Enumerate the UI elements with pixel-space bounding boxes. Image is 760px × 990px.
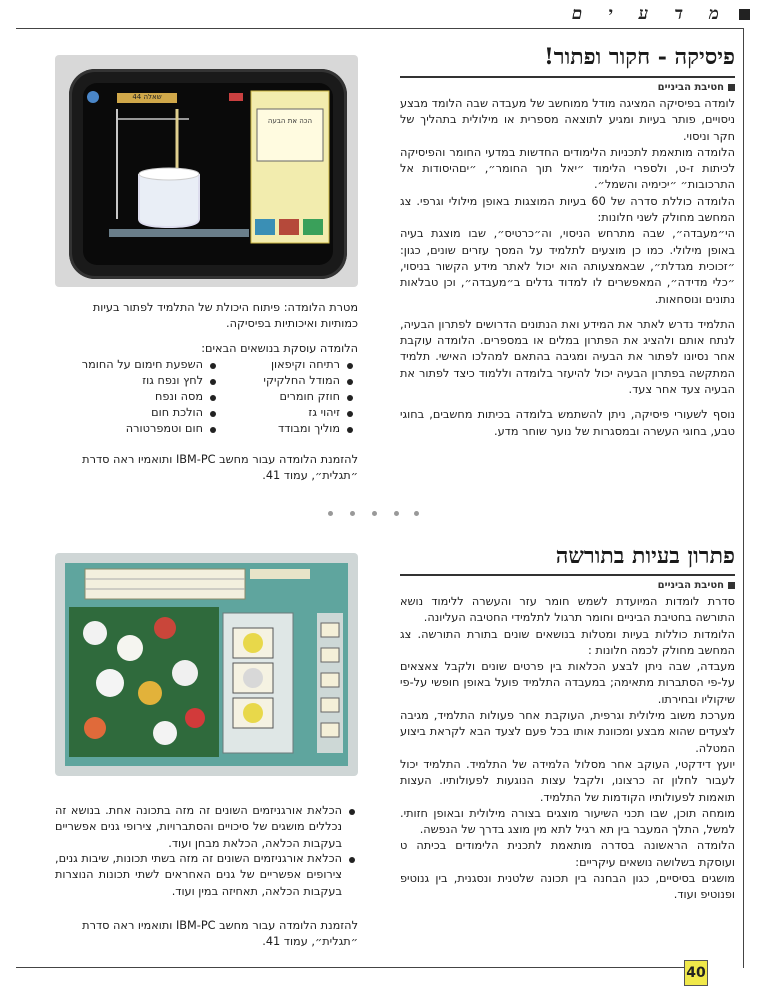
paragraph: מעבדה, שבה ניתן לבצע הכלאות בין פרטים שונים ולקבל צאצאים על-פי הסתברות מתאימה; במעבדה התלמיד פועל באופן חופשי על-פי שיקוליו ובחירתו. [400,660,735,706]
paragraph: הלומדה מותאמת לתכניות הלימודים החדשות במדעי החומר והפיסיקה לכיתות ז-ט, ולספרי הלימוד ״יאל תוך החומר״, ״יםהיסודות אל התרכובות״ ״יכימיה והשמל״. [400,145,735,192]
list-item: חוזק חומרים [279,390,340,403]
paragraph: התלמיד נדרש לאתר את המידע ואת הנתונים הדרושים לפתרון הבעיה, לנתח אותם ולהציג את הפתרון במלים או במספרים. הלומדה עוקבת אחר נסיונו לפתור את הבעיה ומגיבה בהתאם למהלכו האישי. תלמיד המתקשה בפתרון הבעיה יכול להיעזר בלומדה וללמוד כיצד לפתור את הבעיה צעד אחר צעד. [400,317,735,397]
list-item: רתיחה וקיפאון [270,358,340,371]
separator-dots [328,509,418,519]
list-item: זיהוי גז [308,406,340,419]
physics-screenshot-photo [55,55,358,287]
genetics-lab-screen-image [55,553,358,776]
bullet-icon [210,363,216,369]
paragraph: נוסף לשעורי פיסיקה, ניתן להשתמש בלומדה בכיתות מחשבים, בחוגי טבע, בחוגי העשרה ובמסגרות של נוער שוחר מדע. [400,408,735,438]
physics-lab-screen-image [69,69,347,279]
frame-top-line [16,28,744,29]
bullet-icon [210,411,216,417]
article1-order-info: להזמנת הלומדה עבור מחשב IBM-PC ותואמיו ראה סדרת ״תגלית״, עמוד 41. [82,453,358,483]
paragraph: הלומדה הראשונה בסדרה מותאמת לתכנית הלימודים בכיתה ט ועוסקת בשלושה נושאים עיקריים: [400,839,735,869]
bullet-icon [347,379,353,385]
article1-section-tag [400,79,735,93]
section-square-icon [728,84,735,91]
article1-section-label: חטיבת הביניים [657,82,724,93]
list-item: מוליך ומבודד [277,422,340,435]
screen-caption: הכה את הבעה [267,117,313,125]
frame-right-line [743,28,744,968]
header-square-icon [739,9,750,20]
list-item: הולכת חום [151,406,203,419]
genetics-screenshot-photo [55,553,358,776]
bullet-icon [347,427,353,433]
article2-body [400,594,735,904]
bullet-icon [349,857,355,863]
bullet-icon [347,363,353,369]
monitor-frame [69,69,347,279]
section-header-label: מ ד ע י ם [571,4,729,24]
article1-topics-intro: הלומדה עוסקת בנושאים הבאים: [201,342,358,355]
article2-title: פתרון בעיות בתורשה [555,543,735,569]
screen-question-label: שאלה 44 [132,93,162,101]
bullet-icon [210,379,216,385]
bullet-icon [347,395,353,401]
list-item: לחץ ונפח גוז [142,374,203,387]
paragraph: מערכת משוב מילולית וגרפית, העוקבת אחר פעולות התלמיד, מגיבה לצעדים שהוא מבצע ומכוונת אותו בכל פעם לצעד הבא לקראת ביצוע המטלה. [400,709,735,755]
section-header [470,4,750,26]
paragraph: הלומדות כוללות בעיות ומטלות בנושאים שונים בתורת התורשה. צג המחשב מחולק לכמה חלונות : [400,627,735,657]
paragraph: יועץ דידקטי, העוקב אחר מסלול הלמידה של התלמיד. התלמיד יכול לעבור לחלון זה כרצונו, ולקבל עצות הנוגעות לפעולותיו. העצות תואמות לפעולותיו הקודמות של התלמיד. [400,757,735,804]
article2-section-tag [400,577,735,591]
list-item: חום וטמפרטורה [125,422,203,435]
article1-goal: מטרת הלומדה: פיתוח היכולת של התלמיד לפתור בעיות כמותיות ואיכותיות בפיסיקה. [92,301,358,331]
paragraph: מושגים בסיסיים, כגון הבחנה בין תכונה שלטנית ונסגנית, בין גנוטיפ ופנוטיפ ועוד. [400,872,735,902]
bullet-icon [349,809,355,815]
list-item: המודל החלקיקי [263,374,340,387]
article1-body [400,96,735,440]
article2-title-rule [400,574,735,576]
paragraph: הי״מעבדה״, שבה מתרחש הניסוי, וה״כרטיס״, שבו מוצגת בעיה באופן מילולי. כמו כן מוצעים לתלמיד על המסך עזרים שונים, כגון: ״זכוכית מגדלת״, שבאמצעותה הוא יכול לאתר מידע הקשור בניסוי, ״כלי מדידה״, המאפשרים לו למדוד גדלים ב״מעבדה״, וכן טבלאות נתונים ונוסחאות. [400,227,735,306]
bullet-icon [210,395,216,401]
paragraph: לומדה בפיסיקה המציגה מודל ממוחשב של מעבדה שבה הלומד מבצע ניסויים, פותר בעיות ומגיע לתוצאה מספרית או מילולית בתהליך של חקר וניסוי. [400,97,735,143]
article2-section-label: חטיבת הביניים [657,580,724,591]
frame-bottom-line [16,967,684,968]
paragraph: מומחה תוכן, שבו תכני השיעור מוצגים בצורה מילולית ובאופן חזותי. למשל, התלך המעבר בין תא רגיל לתא מין מוצג בדרך של הנפשה. [400,806,735,837]
bullet-icon [210,427,216,433]
page-number: 40 [684,960,708,986]
article1-title-rule [400,76,735,78]
list-item: הכלאת אורגניזמים השונים זה מזה בתכונה אחת. בנושא זה נכללים מושגים של סיכויים והסתברויות, צירופי גנים אפשריים בעקבות הכלאה, הכלאת מבחן ועוד. [55,804,342,850]
list-item: הכלאת אורגניזמים השונים זה מזה בשתי תכונות, שיבות גנים, צירופים אפשריים של גנים האחראים לשתי תכונות הנוצרות בעקבות הכלאה, תאחיזה במין ועוד. [55,852,342,898]
section-square-icon [728,582,735,589]
paragraph: הלומדה כוללת סדרה של 60 בעיות המוצגות באופן מילולי וגרפי. צג המחשב מחולק לשני חלונות: [400,194,736,225]
bullet-icon [347,411,353,417]
article1-title: פיסיקה - חקור ופתור! [544,44,735,70]
list-item: מסה ונפח [154,390,203,403]
list-item: השפעת חימום על החומר [81,358,203,371]
article2-order-info: להזמנת הלומדה עבור מחשב IBM-PC ותואמיו ראה סדרת ״תגלית״, עמוד 41. [82,919,358,949]
paragraph: סדרת לומדות המיועדת לשמש חומר עזר והעשרה ללימוד נושא התורשה בחטיבת הביניים וחומר תרגול לתלמידי החטיבה העליונה. [400,595,735,625]
